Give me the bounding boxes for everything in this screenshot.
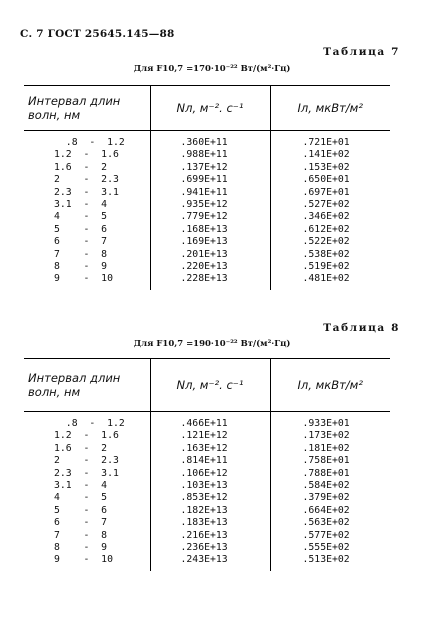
n-value-cell: .106E+12	[150, 468, 270, 480]
i-value-cell: .577E+02	[270, 530, 390, 542]
i-value-cell: .538E+02	[270, 249, 390, 261]
i-value-cell: .721E+01	[270, 137, 390, 149]
table7-formula: Для F10,7 =170·10⁻²² Вт/(м²·Гц)	[133, 64, 291, 74]
n-value-cell: .699E+11	[150, 174, 270, 186]
table8-col-interval: Интервал длин волн, нм	[24, 359, 150, 412]
table-row	[24, 174, 390, 186]
n-value-cell: .466E+11	[150, 418, 270, 430]
table8-body	[24, 412, 390, 571]
table8-formula: Для F10,7 =190·10⁻²² Вт/(м²·Гц)	[133, 339, 291, 349]
n-value-cell: .220E+13	[150, 261, 270, 273]
interval-cell: 3.1 - 4	[54, 199, 108, 211]
i-value-cell: .181E+02	[270, 443, 390, 455]
table-row	[24, 530, 390, 542]
n-value-cell: .182E+13	[150, 505, 270, 517]
i-value-cell: .519E+02	[270, 261, 390, 273]
n-value-cell: .216E+13	[150, 530, 270, 542]
table-row	[24, 430, 390, 442]
n-value-cell: .169E+13	[150, 236, 270, 248]
table7-col-i: Iл, мкВт/м²	[270, 86, 390, 131]
table-row	[24, 468, 390, 480]
interval-cell: 9 - 10	[54, 554, 113, 566]
n-value-cell: .236E+13	[150, 542, 270, 554]
table-row	[24, 480, 390, 492]
table-row	[24, 149, 390, 161]
i-value-cell: .650E+01	[270, 174, 390, 186]
table-row	[24, 261, 390, 273]
page-header: С. 7 ГОСТ 25645.145—88	[20, 28, 175, 40]
i-value-cell: .346E+02	[270, 211, 390, 223]
n-value-cell: .988E+11	[150, 149, 270, 161]
table-row	[24, 211, 390, 223]
table7-col-n: Nл, м⁻². с⁻¹	[150, 86, 270, 131]
interval-cell: 6 - 7	[54, 517, 108, 529]
interval-cell: 9 - 10	[54, 273, 113, 285]
interval-cell: 3.1 - 4	[54, 480, 108, 492]
interval-cell: 8 - 9	[54, 261, 108, 273]
interval-cell: 7 - 8	[54, 248, 108, 260]
i-value-cell: .788E+01	[270, 468, 390, 480]
i-value-cell: .173E+02	[270, 430, 390, 442]
table-row	[24, 199, 390, 211]
i-value-cell: .555E+02	[270, 542, 390, 554]
table7-body	[24, 131, 390, 290]
interval-cell: 8 - 9	[54, 542, 108, 554]
n-value-cell: .243E+13	[150, 554, 270, 570]
interval-cell: .8 - 1.2	[54, 137, 125, 148]
i-value-cell: .933E+01	[270, 418, 390, 430]
n-value-cell: .853E+12	[150, 492, 270, 504]
interval-cell: 5 - 6	[54, 223, 108, 235]
table8	[24, 358, 390, 571]
table-row	[24, 517, 390, 529]
table-row	[24, 554, 390, 570]
table-row	[24, 162, 390, 174]
table-row	[24, 137, 390, 149]
n-value-cell: .360E+11	[150, 137, 270, 149]
table-row	[24, 249, 390, 261]
i-value-cell: .141E+02	[270, 149, 390, 161]
table-row	[24, 273, 390, 289]
n-value-cell: .941E+11	[150, 187, 270, 199]
table-row	[24, 443, 390, 455]
interval-cell: 1.6 - 2	[54, 442, 108, 454]
n-value-cell: .228E+13	[150, 273, 270, 289]
table-row	[24, 492, 390, 504]
n-value-cell: .103E+13	[150, 480, 270, 492]
i-value-cell: .697E+01	[270, 187, 390, 199]
interval-cell: 5 - 6	[54, 504, 108, 516]
i-value-cell: .563E+02	[270, 517, 390, 529]
n-value-cell: .201E+13	[150, 249, 270, 261]
table-row	[24, 505, 390, 517]
n-value-cell: .935E+12	[150, 199, 270, 211]
n-value-cell: .779E+12	[150, 211, 270, 223]
interval-cell: 2 - 2.3	[54, 455, 119, 467]
i-value-cell: .664E+02	[270, 505, 390, 517]
table8-col-i: Iл, мкВт/м²	[270, 359, 390, 412]
i-value-cell: .379E+02	[270, 492, 390, 504]
i-value-cell: .513E+02	[270, 554, 390, 570]
table7	[24, 85, 390, 290]
table-row	[24, 455, 390, 467]
table-row	[24, 236, 390, 248]
interval-cell: 1.2 - 1.6	[54, 149, 119, 161]
table-row	[24, 418, 390, 430]
interval-cell: 2.3 - 3.1	[54, 186, 119, 198]
interval-cell: 1.2 - 1.6	[54, 430, 119, 442]
i-value-cell: .527E+02	[270, 199, 390, 211]
interval-cell: 6 - 7	[54, 236, 108, 248]
n-value-cell: .183E+13	[150, 517, 270, 529]
n-value-cell: .814E+11	[150, 455, 270, 467]
table7-col-interval: Интервал длин волн, нм	[24, 86, 150, 131]
n-value-cell: .121E+12	[150, 430, 270, 442]
interval-cell: 4 - 5	[54, 211, 108, 223]
table7-label: Таблица 7	[323, 46, 400, 58]
table-row	[24, 542, 390, 554]
i-value-cell: .584E+02	[270, 480, 390, 492]
i-value-cell: .758E+01	[270, 455, 390, 467]
table-row	[24, 187, 390, 199]
n-value-cell: .137E+12	[150, 162, 270, 174]
i-value-cell: .522E+02	[270, 236, 390, 248]
interval-cell: 1.6 - 2	[54, 161, 108, 173]
interval-cell: 2.3 - 3.1	[54, 467, 119, 479]
interval-cell: .8 - 1.2	[54, 418, 125, 429]
table8-label: Таблица 8	[323, 322, 400, 334]
i-value-cell: .153E+02	[270, 162, 390, 174]
table-row	[24, 224, 390, 236]
i-value-cell: .612E+02	[270, 224, 390, 236]
interval-cell: 2 - 2.3	[54, 174, 119, 186]
n-value-cell: .163E+12	[150, 443, 270, 455]
i-value-cell: .481E+02	[270, 273, 390, 289]
n-value-cell: .168E+13	[150, 224, 270, 236]
interval-cell: 7 - 8	[54, 529, 108, 541]
interval-cell: 4 - 5	[54, 492, 108, 504]
table8-col-n: Nл, м⁻². с⁻¹	[150, 359, 270, 412]
